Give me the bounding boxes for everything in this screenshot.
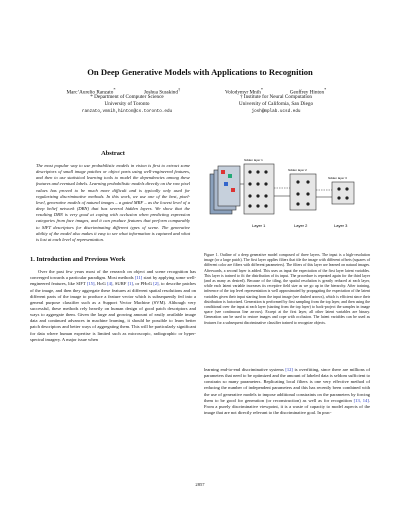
affiliation-univ: University of California, San Diego xyxy=(238,101,314,107)
affiliation-email: josh@mplab.ucsd.edu xyxy=(251,109,301,114)
layer-3-block xyxy=(328,176,354,228)
layer-1-block xyxy=(210,158,274,228)
affiliation-dept: * Department of Computer Science xyxy=(90,94,164,100)
citation-link[interactable]: [13, 14] xyxy=(353,397,369,403)
layer-3-units xyxy=(332,182,354,204)
layer-2-block xyxy=(288,168,316,228)
affiliation-dept: † Institute for Neural Computation xyxy=(239,94,313,100)
abstract-body xyxy=(36,163,190,243)
text-span: , to describe patches of the image, and then they aggregate these features at different spatial resolutions and on different parts of the image to produce a feature vector which is subsequently fed into a general purpose classifier such as a Support Vector Machine (SVM). Although very successful, these methods rely heavily on human design of good patch descriptors and ways to aggregate them. Given the large and growing amount of easily available image data and continued advances in machine learning, it should be possible to learn better patch descriptors and better ways of aggregating them. This will be particularly significant for data where human expertise is limited such as microscopic, radiographic or hyper-spectral imagery. A major issue when xyxy=(30,281,196,342)
text-span: . From a purely discriminative viewpoint, it is a waste of capacity to model aspects of the image that are not directly relevant to the discriminative goal. In prac- xyxy=(204,397,370,416)
hidden-3-label: hidden layer 3 xyxy=(328,176,347,180)
unit xyxy=(264,170,267,173)
author-name: Geoffrey Hinton xyxy=(289,89,325,96)
layer-2-label: Layer 2 xyxy=(294,223,308,228)
unit xyxy=(306,192,309,195)
filter-square xyxy=(224,182,228,186)
author-name: Volodymyr Mnih xyxy=(225,89,261,96)
author-mark: † xyxy=(178,87,181,92)
citation-link[interactable]: [1] xyxy=(127,281,133,287)
figure-1-diagram xyxy=(204,144,370,240)
filter-square xyxy=(221,170,225,174)
unit xyxy=(256,204,259,207)
unit xyxy=(306,202,309,205)
intro-continued xyxy=(204,367,370,416)
filter-square xyxy=(231,188,235,192)
layer-3-label: Layer 3 xyxy=(334,223,348,228)
left-column xyxy=(30,150,196,343)
citation-link[interactable]: [12] xyxy=(285,367,293,372)
unit xyxy=(296,202,299,205)
unit xyxy=(337,187,340,190)
unit xyxy=(256,182,259,185)
unit xyxy=(337,196,340,199)
intro-paragraph-cont xyxy=(204,367,370,416)
unit xyxy=(296,192,299,195)
unit xyxy=(264,182,267,185)
citation-link[interactable]: [15] xyxy=(86,281,95,287)
text-span: , HoG xyxy=(94,281,108,287)
author-mark: * xyxy=(260,87,263,92)
author-name: Joshua Susskind xyxy=(143,89,178,96)
intro-paragraph xyxy=(30,269,196,343)
layer-2-units xyxy=(290,174,316,210)
paper-title: On Deep Generative Models with Applications to Recognition xyxy=(87,67,313,77)
unit xyxy=(264,204,267,207)
unit xyxy=(248,204,251,207)
layer-1-label: Layer 1 xyxy=(252,223,266,228)
unit xyxy=(296,180,299,183)
author-name: Marc’Aurelio Ranzato xyxy=(66,89,114,96)
text-span: is overfitting, since there are millions of parameters that need to be optimized and the amount of labeled data is seldom sufficient to constrain so many parameters. Replicating local filters is one very effective method of reducing the number of independent parameters and this has recently been combined with the use of generative models to impose additional constraints on the parameters by forcing them to be good for generation (or reconstruction) as well as for recognition xyxy=(204,367,370,403)
citation-link[interactable]: [11] xyxy=(134,275,143,281)
section-heading: 1. Introduction and Previous Work xyxy=(30,256,126,264)
unit xyxy=(345,187,348,190)
affiliation-univ: University of Toronto xyxy=(104,101,150,107)
citation-link[interactable]: [4] xyxy=(107,281,113,287)
unit xyxy=(306,180,309,183)
unit xyxy=(256,194,259,197)
hidden-1-label: hidden layer 1 xyxy=(244,158,263,162)
text-span: , or PHoG xyxy=(132,281,154,287)
abstract-text: The most popular way to use probabilistic models in vision is first to extract some descriptors of small image patches or object parts using well-engineered features, and then to use statistical learning tools to model the dependencies among these features and eventual labels. Learning probabilistic models directly on the raw pixel values has proved to be much more difficult and is typically only used for regularizing discriminative methods. In this work, we use one of the best, pixel-level, generative models of natural images – a gated MRF – as the lowest level of a deep belief network (DBN) that has several hidden layers. We show that the resulting DBN is very good at coping with occlusion when predicting expression categories from face images, and it can produce features that perform comparably to SIFT descriptors for discriminating different types of scene. The generative ability of the model also makes it easy to see what information is captured and what is lost at each level of representation. xyxy=(36,163,190,242)
author-mark: * xyxy=(324,87,327,92)
right-column xyxy=(204,144,370,326)
intro-body xyxy=(30,269,196,343)
unit xyxy=(256,170,259,173)
filter-square xyxy=(228,174,232,178)
citation-link[interactable]: [2] xyxy=(153,281,159,287)
affiliation-ucsd xyxy=(216,94,336,115)
caption-text: Figure 1. Outline of a deep generative model composed of three layers. The input is a high-resolution image (or a large patch). The first layer applies filters that tile the image with different offsets (squares of different color are filters with different parameters). The filters of this layer are learned on natural images. Afterwards, a second layer is added. This uses as input the expectation of the first layer latent variables. This layer is trained to fit the distribution of its input. The procedure is repeated again for the third layer (and as many as desired). Because of the tiling, the spatial resolution is greatly reduced at each layer, while each latent variable increases its receptive field size as we go up in the hierarchy. After training, inference of the top level representation is well approximated by propagating the expectation of the latent variables given their input starting from the input image (see dashed arrows), which is efficient since their distribution is factorized. Generation is performed by first sampling from the top layer, and then using the conditional over the input at each layer (starting from the top layer) to back-project the samples in image space (see continuous line arrows). Except at the first layer, all other latent variables are binary. Generation can be used to restore images and cope with occlusion. The latent variables can be used as features for a subsequent discriminative classifier trained to recognize objects. xyxy=(204,253,370,325)
figure-caption xyxy=(204,253,370,326)
affiliation-email: ranzato,vmnih,hinton@cs.toronto.edu xyxy=(81,109,173,114)
unit xyxy=(264,194,267,197)
page-number: 2857 xyxy=(195,482,205,487)
unit xyxy=(345,196,348,199)
hidden-2-label: hidden layer 2 xyxy=(288,168,307,172)
unit xyxy=(248,194,251,197)
unit xyxy=(248,182,251,185)
affiliation-toronto xyxy=(72,94,182,115)
unit xyxy=(248,170,251,173)
right-column-body xyxy=(204,367,370,416)
text-span: learning end-to-end discriminative systems xyxy=(204,367,286,372)
author-mark: * xyxy=(113,87,116,92)
abstract-heading: Abstract xyxy=(101,150,125,157)
text-span: start by applying some well-engineered features, like SIFT xyxy=(30,275,196,287)
text-span: , SURF xyxy=(112,281,128,287)
text-span: Over the past few years most of the research on object and scene recognition has converged towards a particular paradigm. Most methods xyxy=(30,269,196,281)
